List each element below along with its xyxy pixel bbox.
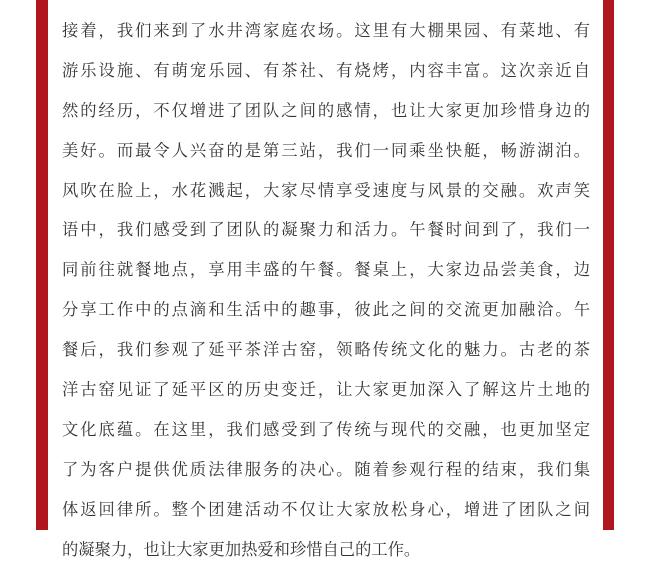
left-red-border: [36, 0, 48, 530]
article-line: 风吹在脸上，水花溅起，大家尽情享受速度与风景的交融。欢声笑: [62, 180, 590, 200]
article-line: 同前往就餐地点，享用丰盛的午餐。餐桌上，大家边品尝美食，边: [62, 260, 590, 280]
article-line: 了为客户提供优质法律服务的决心。随着参观行程的结束，我们集: [62, 459, 590, 479]
article-body: [62, 11, 590, 569]
article-line: 文化底蕴。在这里，我们感受到了传统与现代的交融，也更加坚定: [62, 419, 590, 439]
article-line-last: 的凝聚力，也让大家更加热爱和珍惜自己的工作。: [62, 539, 421, 559]
article-line: 洋古窑见证了延平区的历史变迁，让大家更加深入了解这片土地的: [62, 380, 590, 400]
article-line: 游乐设施、有萌宠乐园、有茶社、有烧烤，内容丰富。这次亲近自: [62, 60, 590, 80]
right-red-border: [603, 0, 614, 530]
article-line: 体返回律所。整个团建活动不仅让大家放松身心，增进了团队之间: [62, 499, 590, 519]
article-line: 语中，我们感受到了团队的凝聚力和活力。午餐时间到了，我们一: [62, 220, 590, 240]
article-line: 美好。而最令人兴奋的是第三站，我们一同乘坐快艇，畅游湖泊。: [62, 140, 590, 160]
article-line: 接着，我们来到了水井湾家庭农场。这里有大棚果园、有菜地、有: [62, 21, 590, 40]
article-line: 然的经历，不仅增进了团队之间的感情，也让大家更加珍惜身边的: [62, 100, 590, 120]
article-line: 分享工作中的点滴和生活中的趣事，彼此之间的交流更加融洽。午: [62, 300, 590, 320]
article-line: 餐后，我们参观了延平茶洋古窑，领略传统文化的魅力。古老的茶: [62, 340, 590, 360]
